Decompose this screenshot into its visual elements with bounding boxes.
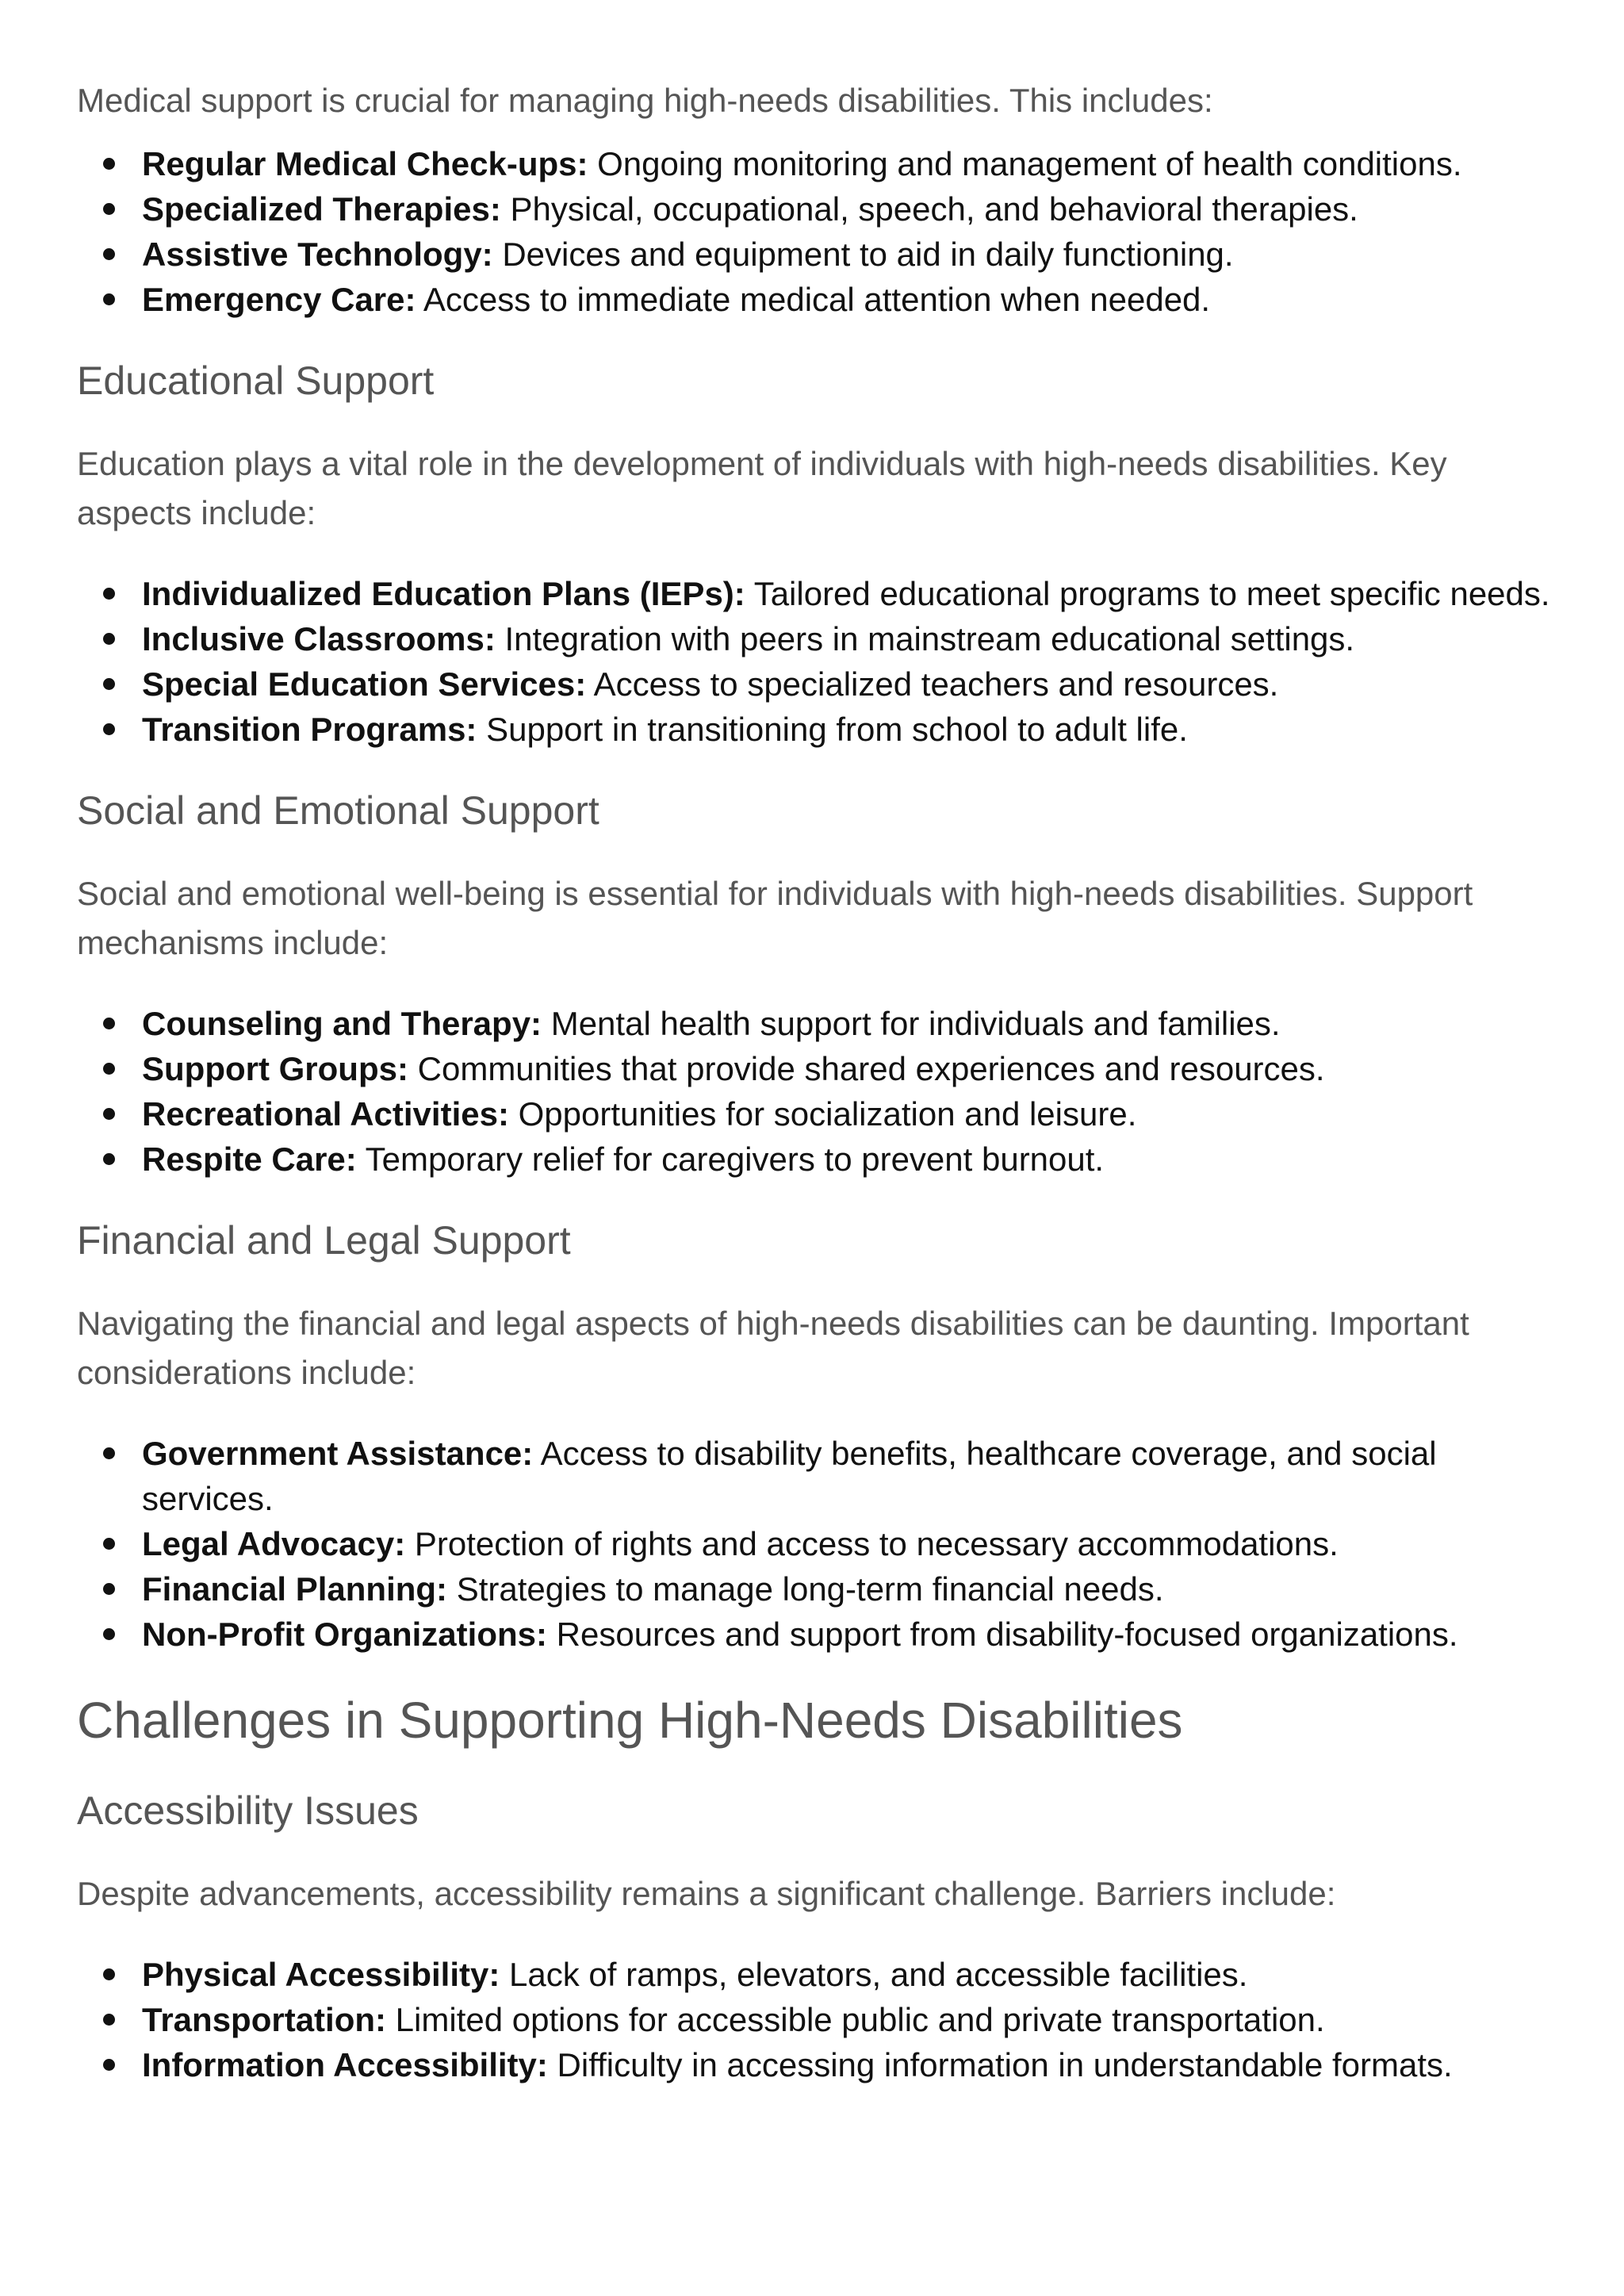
item-term: Transportation: [142, 2001, 387, 2038]
item-desc: Strategies to manage long-term financial needs. [447, 1570, 1164, 1608]
financial-legal-support-heading: Financial and Legal Support [77, 1218, 571, 1263]
list-item [77, 1521, 1568, 1566]
item-desc: Access to disability benefits, healthcare coverage, and social services. [142, 1435, 1437, 1517]
item-term: Inclusive Classrooms: [142, 620, 496, 657]
bullet-icon [103, 1968, 115, 1980]
item-term: Financial Planning: [142, 1570, 448, 1608]
bullet-icon [103, 293, 115, 305]
social-emotional-support-heading: Social and Emotional Support [77, 788, 599, 833]
medical-support-list [77, 141, 1568, 322]
list-item [77, 1566, 1568, 1612]
list-item [77, 277, 1568, 322]
list-item [77, 2042, 1568, 2087]
list-item [77, 1046, 1568, 1091]
item-term: Non-Profit Organizations: [142, 1616, 547, 1653]
item-term: Physical Accessibility: [142, 1956, 500, 1993]
list-item [77, 1612, 1568, 1657]
list-item [77, 1431, 1568, 1521]
bullet-icon [103, 158, 115, 170]
bullet-icon [103, 1628, 115, 1640]
educational-support-list [77, 571, 1568, 752]
list-item [77, 707, 1568, 752]
item-term: Information Accessibility: [142, 2046, 548, 2083]
bullet-icon [103, 723, 115, 735]
list-item [77, 141, 1568, 186]
bullet-icon [103, 633, 115, 645]
bullet-icon [103, 248, 115, 260]
bullet-icon [103, 678, 115, 690]
item-term: Individualized Education Plans (IEPs): [142, 575, 745, 612]
item-desc: Access to immediate medical attention when needed. [416, 281, 1211, 318]
list-item [77, 1137, 1568, 1182]
list-item [77, 186, 1568, 232]
item-desc: Support in transitioning from school to adult life. [477, 711, 1188, 748]
item-desc: Communities that provide shared experiences and resources. [408, 1050, 1325, 1087]
list-item [77, 1001, 1568, 1046]
item-term: Special Education Services: [142, 665, 587, 703]
item-desc: Difficulty in accessing information in understandable formats. [547, 2046, 1453, 2083]
item-term: Assistive Technology: [142, 236, 493, 273]
list-item [77, 661, 1568, 707]
item-desc: Resources and support from disability-focused organizations. [546, 1616, 1458, 1653]
accessibility-intro: Despite advancements, accessibility remains a significant challenge. Barriers include: [77, 1875, 1336, 1912]
bullet-icon [103, 1538, 115, 1550]
item-desc: Physical, occupational, speech, and behavioral therapies. [500, 190, 1358, 228]
item-term: Counseling and Therapy: [142, 1005, 542, 1042]
item-desc: Integration with peers in mainstream educational settings. [495, 620, 1355, 657]
item-desc: Protection of rights and access to necessary accommodations. [405, 1525, 1339, 1562]
list-item [77, 232, 1568, 277]
bullet-icon [103, 1108, 115, 1120]
bullet-icon [103, 2014, 115, 2026]
document-page [77, 76, 1568, 2087]
item-term: Government Assistance: [142, 1435, 534, 1472]
item-desc: Devices and equipment to aid in daily functioning. [492, 236, 1234, 273]
item-term: Transition Programs: [142, 711, 477, 748]
bullet-icon [103, 1153, 115, 1165]
item-desc: Mental health support for individuals and families. [542, 1005, 1281, 1042]
list-item [77, 616, 1568, 661]
accessibility-issues-heading: Accessibility Issues [77, 1788, 419, 1833]
bullet-icon [103, 588, 115, 600]
challenges-heading: Challenges in Supporting High-Needs Disabilities [77, 1692, 1183, 1749]
item-desc: Opportunities for socialization and leisure. [508, 1095, 1137, 1133]
bullet-icon [103, 203, 115, 215]
educational-support-heading: Educational Support [77, 358, 435, 403]
list-item [77, 1091, 1568, 1137]
social-intro: Social and emotional well-being is essential for individuals with high-needs disabilities. Support mechanisms include: [77, 875, 1473, 961]
item-term: Regular Medical Check-ups: [142, 145, 588, 182]
bullet-icon [103, 1583, 115, 1595]
item-term: Specialized Therapies: [142, 190, 501, 228]
item-desc: Access to specialized teachers and resources. [586, 665, 1279, 703]
accessibility-barriers-list [77, 1952, 1568, 2087]
medical-intro: Medical support is crucial for managing high-needs disabilities. This includes: [77, 82, 1213, 119]
educational-intro: Education plays a vital role in the development of individuals with high-needs disabilities. Key aspects include: [77, 445, 1447, 531]
list-item [77, 1997, 1568, 2042]
item-term: Legal Advocacy: [142, 1525, 406, 1562]
item-term: Respite Care: [142, 1140, 357, 1178]
financial-support-list [77, 1431, 1568, 1657]
social-support-list [77, 1001, 1568, 1182]
item-desc: Lack of ramps, elevators, and accessible facilities. [500, 1956, 1248, 1993]
list-item [77, 571, 1568, 616]
bullet-icon [103, 1447, 115, 1459]
item-term: Support Groups: [142, 1050, 408, 1087]
item-term: Emergency Care: [142, 281, 416, 318]
bullet-icon [103, 1018, 115, 1029]
item-desc: Limited options for accessible public and private transportation. [386, 2001, 1325, 2038]
bullet-icon [103, 2059, 115, 2071]
financial-intro: Navigating the financial and legal aspects of high-needs disabilities can be daunting. Important considerations include: [77, 1305, 1469, 1391]
item-desc: Temporary relief for caregivers to prevent burnout. [356, 1140, 1105, 1178]
item-desc: Tailored educational programs to meet specific needs. [745, 575, 1550, 612]
bullet-icon [103, 1063, 115, 1075]
list-item [77, 1952, 1568, 1997]
item-desc: Ongoing monitoring and management of health conditions. [588, 145, 1462, 182]
item-term: Recreational Activities: [142, 1095, 509, 1133]
